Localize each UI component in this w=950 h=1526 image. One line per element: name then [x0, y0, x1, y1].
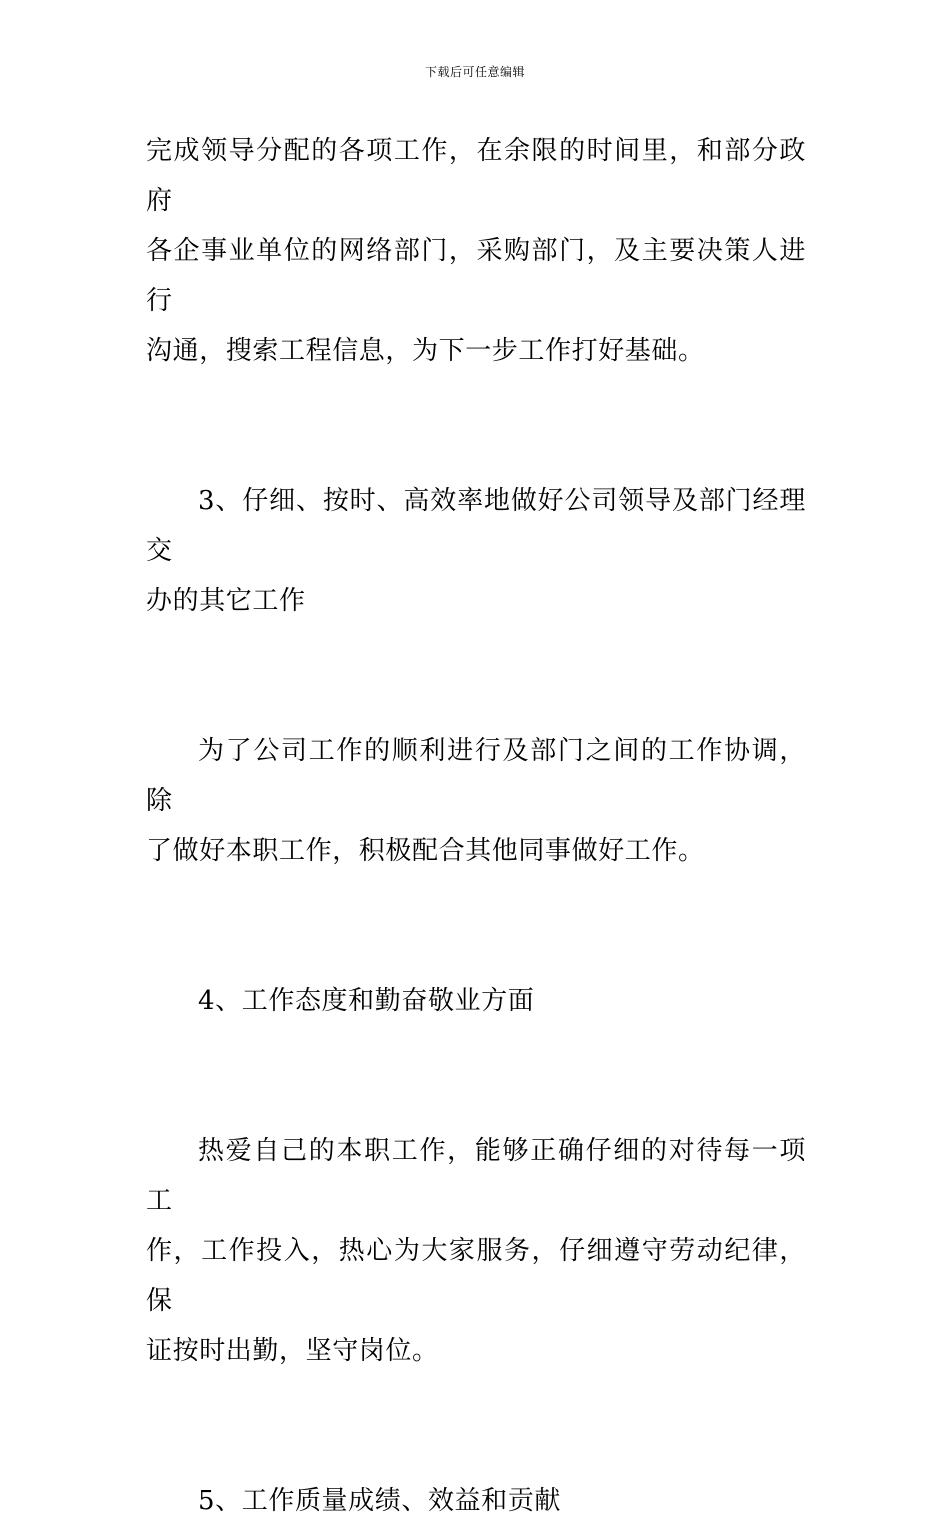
paragraph-spacer: [146, 626, 806, 726]
section-heading-4: 4、工作态度和勤奋敬业方面: [198, 986, 535, 1016]
page-header: 下载后可任意编辑: [424, 65, 525, 79]
section-heading-5: 5、工作质量成绩、效益和贡献: [198, 1486, 561, 1516]
paragraph-continuation: 完成领导分配的各项工作，在余限的时间里，和部分政府 各企事业单位的网络部门，采购部门，及主要决策人进行 沟通，搜索工程信息，为下一步工作打好基础。: [146, 136, 806, 366]
document-body: [146, 126, 806, 1526]
paragraph-spacer: [146, 1026, 806, 1126]
paragraph-spacer: [146, 376, 806, 476]
paragraph-attitude: 热爱自己的本职工作，能够正确仔细的对待每一项工 作，工作投入，热心为大家服务，仔细遵守劳动纪律，保 证按时出勤，坚守岗位。: [146, 1136, 806, 1366]
paragraph-cooperation: 为了公司工作的顺利进行及部门之间的工作协调，除 了做好本职工作，积极配合其他同事做好工作。: [146, 736, 806, 866]
paragraph-spacer: [146, 876, 806, 976]
section-heading-3: 3、仔细、按时、高效率地做好公司领导及部门经理交 办的其它工作: [146, 486, 806, 616]
paragraph-spacer: [146, 1376, 806, 1476]
